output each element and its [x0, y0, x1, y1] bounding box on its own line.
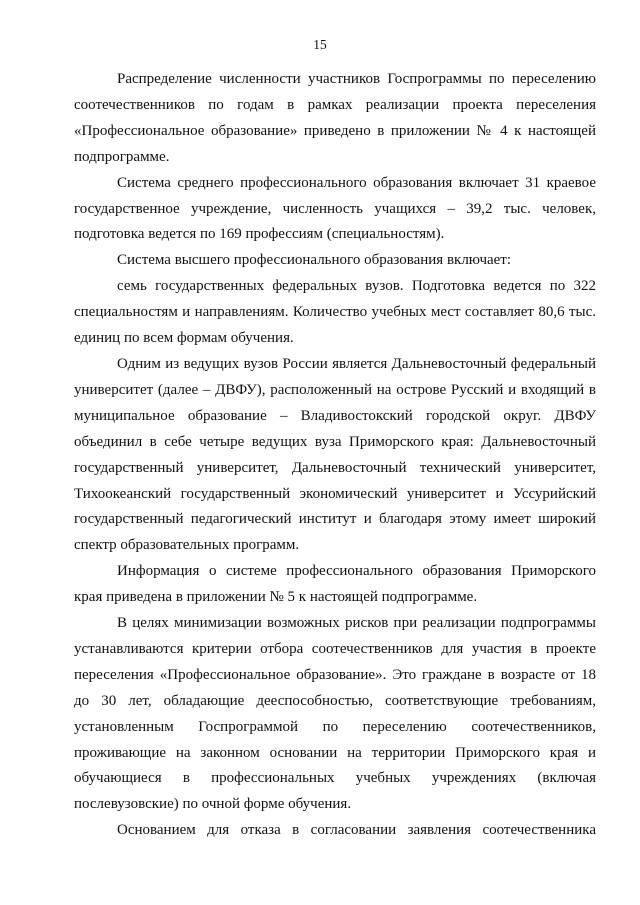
paragraph-dvfu: Одним из ведущих вузов России является Дальневосточный федеральный университет (далее – ДВФУ), расположенный на острове Русский и входящий в муниципальное образование – Владивостокский городской округ. ДВФУ объединил в себе четыре ведущих вуза Приморского края: Дальневосточный государственный университет, Дальневосточный технический университет, Тихоокеанский государственный экономический университет и Уссурийский государственный педагогический институт и благодаря этому имеет широкий спектр образовательных программ.	[74, 355, 596, 554]
document-body	[74, 67, 596, 844]
paragraph-appendix-5: Информация о системе профессионального образования Приморского края приведена в приложении № 5 к настоящей подпрограмме.	[74, 563, 596, 606]
paragraph-federal-universities: семь государственных федеральных вузов. Подготовка ведется по 322 специальностям и направлениям. Количество учебных мест составляет 80,6 тыс. единиц по всем формам обучения.	[74, 278, 596, 347]
paragraph-higher-education-intro: Система высшего профессионального образования включает:	[117, 252, 512, 269]
paragraph-selection-criteria: В целях минимизации возможных рисков при реализации подпрограммы устанавливаются критерии отбора соотечественников для участия в проекте переселения «Профессиональное образование». Это граждане в возрасте от 18 до 30 лет, обладающие дееспособностью, соответствующие требованиям, установленным Госпрограммой по переселению соотечественников, проживающие на законном основании на территории Приморского края и обучающиеся в профессиональных учебных учреждениях (включая послевузовские) по очной форме обучения.	[74, 615, 596, 813]
paragraph-secondary-education: Система среднего профессионального образования включает 31 краевое государственное учреждение, численность учащихся – 39,2 тыс. человек, подготовка ведется по 169 профессиям (специальностям).	[74, 174, 596, 243]
paragraph-refusal-grounds: Основанием для отказа в согласовании заявления соотечественника	[117, 822, 596, 839]
paragraph-distribution: Распределение численности участников Госпрограммы по переселению соотечественников по годам в рамках реализации проекта переселения «Профессиональное образование» приведено в приложении № 4 к настоящей подпрограмме.	[74, 71, 596, 165]
page-number: 15	[313, 37, 327, 52]
